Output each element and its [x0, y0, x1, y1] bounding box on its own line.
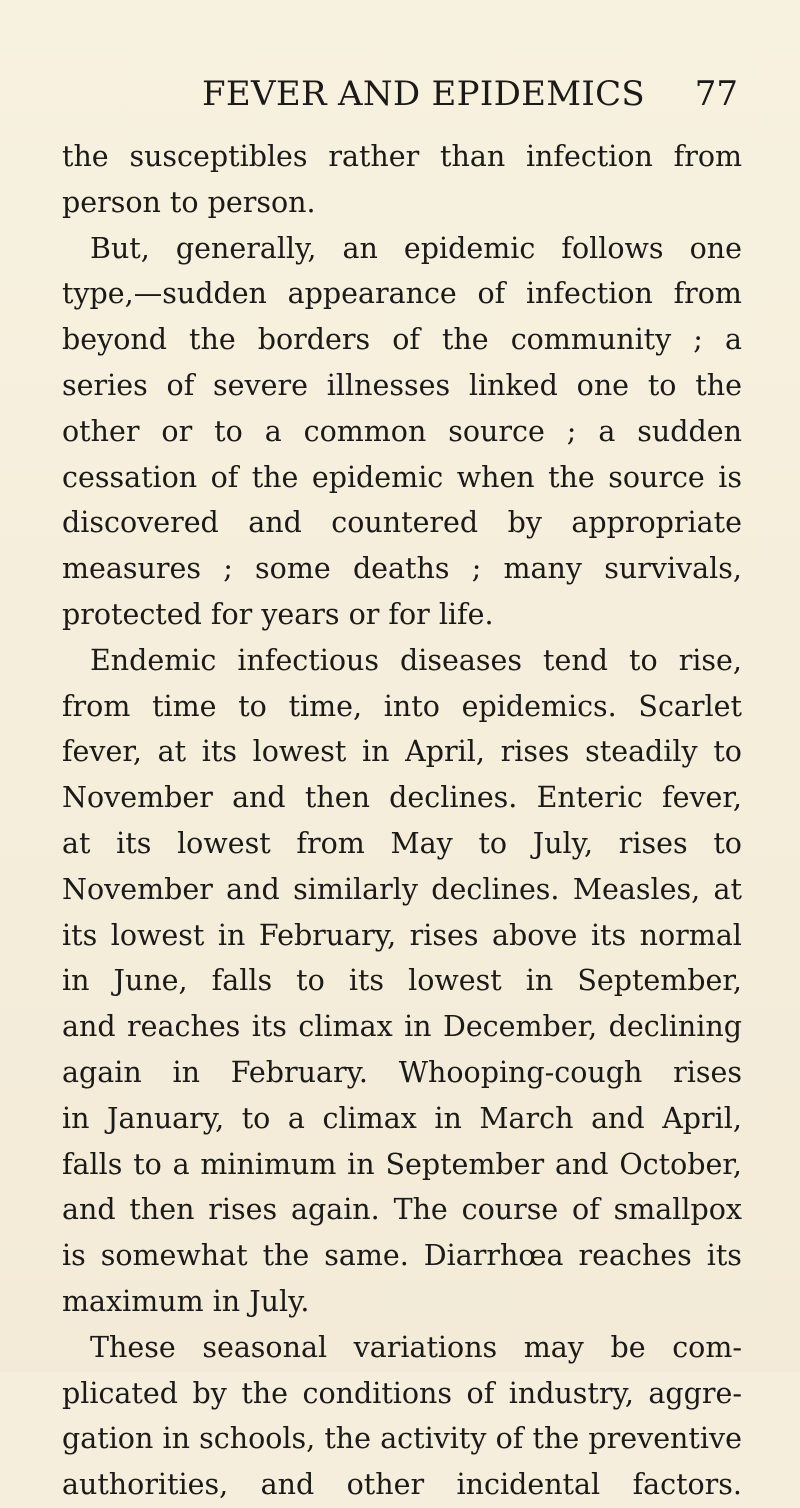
text-line: in June, falls to its lowest in September, — [62, 964, 742, 998]
text-line: the susceptibles rather than infection from — [62, 140, 742, 173]
text-line: authorities, and other incidental factors. — [62, 1468, 742, 1502]
page-number: 77 — [694, 74, 738, 114]
text-line: protected for years or for life. — [62, 597, 494, 631]
text-line: discovered and countered by appropriate — [62, 506, 742, 540]
page-header — [0, 74, 800, 114]
text-line: series of severe illnesses linked one to the — [62, 368, 742, 402]
text-line: November and similarly declines. Measles, at — [62, 872, 742, 906]
text-line: falls to a minimum in September and October, — [62, 1147, 742, 1181]
text-line: at its lowest from May to July, rises to — [62, 826, 742, 860]
text-line: and reaches its climax in December, declining — [62, 1010, 742, 1044]
text-line: in January, to a climax in March and April, — [62, 1101, 742, 1135]
text-line: Endemic infectious diseases tend to rise, — [90, 643, 742, 677]
running-head: FEVER AND EPIDEMICS — [202, 74, 646, 114]
text-line: fever, at its lowest in April, rises steadily to — [62, 735, 742, 769]
body-text — [62, 134, 742, 1508]
text-line: its lowest in February, rises above its normal — [62, 918, 742, 952]
text-line: But, generally, an epidemic follows one — [90, 231, 742, 265]
text-line: is somewhat the same. Diarrhœa reaches its — [62, 1239, 742, 1273]
text-line: and then rises again. The course of smallpox — [62, 1193, 742, 1227]
text-line: gation in schools, the activity of the preventive — [62, 1422, 742, 1456]
text-line: These seasonal variations may be com- — [90, 1330, 742, 1364]
text-line: maximum in July. — [62, 1284, 310, 1318]
text-line: beyond the borders of the community ; a — [62, 323, 742, 357]
text-line: from time to time, into epidemics. Scarlet — [62, 689, 742, 723]
text-line: November and then declines. Enteric fever, — [62, 781, 742, 815]
text-line: cessation of the epidemic when the source is — [62, 460, 742, 494]
text-line: measures ; some deaths ; many survivals, — [62, 552, 742, 586]
text-line: plicated by the conditions of industry, aggre- — [62, 1376, 742, 1410]
text-line: again in February. Whooping-cough rises — [62, 1055, 742, 1089]
text-line: other or to a common source ; a sudden — [62, 414, 742, 448]
text-line: person to person. — [62, 185, 316, 219]
text-line: type,—sudden appearance of infection from — [62, 277, 742, 311]
